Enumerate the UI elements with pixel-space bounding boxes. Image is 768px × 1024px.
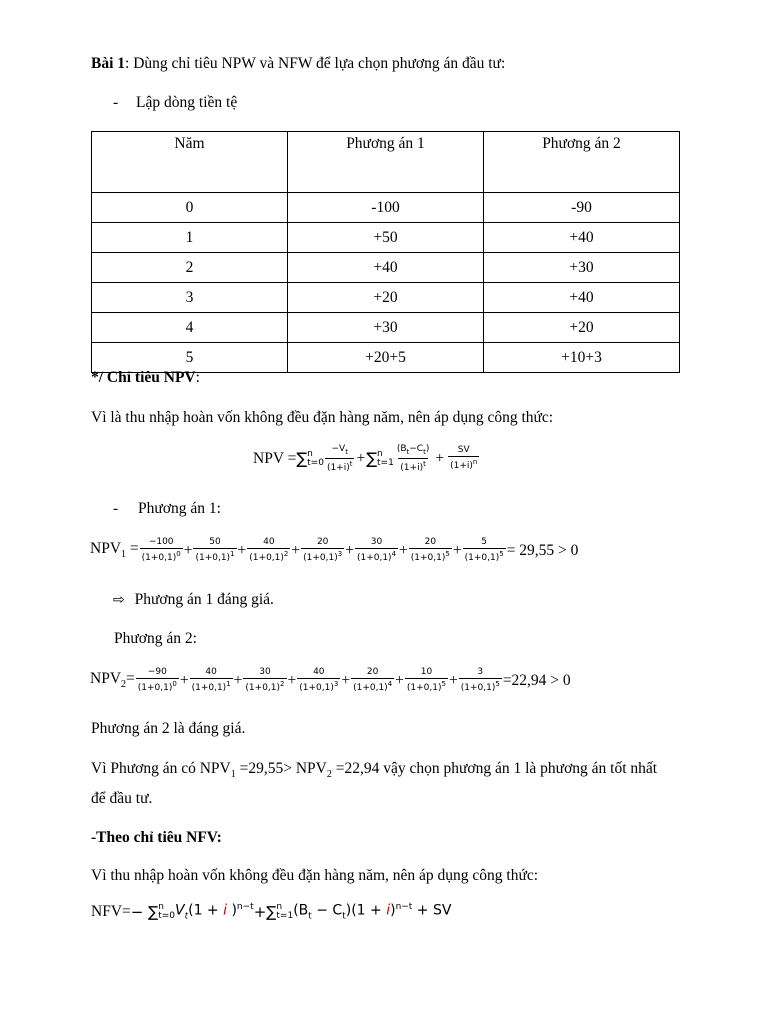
- fraction-denominator: [136, 678, 179, 694]
- plus-sign: +: [237, 541, 247, 559]
- fraction-numerator: (B: [396, 444, 407, 454]
- fraction-term: [297, 667, 340, 694]
- table-row: [92, 343, 680, 373]
- fraction-denominator: [247, 548, 290, 564]
- plus-sign: +: [399, 541, 408, 559]
- denominator-base: (1+0,1): [464, 553, 500, 563]
- plus-sign: +: [183, 541, 193, 559]
- minus-sum-symbol: − ∑: [130, 902, 159, 921]
- fraction-numerator-mid: −C: [409, 444, 424, 454]
- table-cell: 5: [92, 343, 288, 373]
- superscript: 2: [283, 550, 289, 558]
- conclusion-option-1: [113, 591, 274, 609]
- superscript: n: [472, 458, 478, 467]
- sum-limits: [276, 903, 293, 921]
- formula-text: (B: [293, 902, 309, 919]
- superscript: 0: [172, 680, 177, 688]
- subscript: t: [184, 911, 189, 922]
- table-cell: +30: [288, 313, 484, 343]
- npv-intro: Vì là thu nhập hoàn vốn không đều đặn hàng năm, nên áp dụng công thức:: [91, 409, 554, 426]
- table-cell: 2: [92, 253, 288, 283]
- fraction-term: [351, 667, 394, 694]
- subscript: 1: [121, 549, 127, 561]
- table-cell: -100: [288, 193, 484, 223]
- sum-limits: [377, 450, 394, 468]
- table-cell: 3: [92, 283, 288, 313]
- comparison-text: =22,94 vậy chọn phương án 1 là phương án tốt nhất: [331, 760, 658, 777]
- plus-sign: +: [356, 449, 366, 467]
- npv-formula-fraction-cashflow: [395, 444, 432, 474]
- subscript: 1: [230, 769, 236, 781]
- npv-label: NPV: [90, 670, 122, 688]
- fraction-term: [243, 667, 286, 694]
- table-cell: -90: [484, 193, 680, 223]
- formula-text: ): [390, 902, 396, 919]
- fraction-denominator: [140, 548, 183, 564]
- fraction-term: [301, 537, 344, 564]
- table-cell: 4: [92, 313, 288, 343]
- col-header-year: Năm: [92, 132, 288, 193]
- npv2-terms: [135, 667, 503, 694]
- fraction-numerator: 30: [370, 537, 383, 547]
- formula-text: ): [227, 902, 237, 919]
- denominator-base: (1+0,1): [406, 683, 442, 693]
- fraction-numerator: 50: [209, 537, 221, 547]
- fraction-denominator: [301, 548, 344, 564]
- sum-upper-limit: n: [307, 448, 313, 459]
- plus-sign: +: [452, 541, 462, 559]
- npv-section-title: [91, 369, 200, 387]
- exercise-number: Bài 1: [91, 55, 126, 72]
- fraction-denominator: [190, 678, 233, 694]
- nfv-section-title: -Theo chỉ tiêu NFV:: [91, 829, 222, 846]
- fraction-term: [405, 667, 448, 694]
- fraction-term: [459, 667, 502, 694]
- superscript: t: [349, 459, 353, 468]
- col-header-option-1: Phương án 1: [288, 132, 484, 193]
- comparison-text: =29,55> NPV: [235, 760, 327, 777]
- nfv-term-2: [293, 902, 451, 921]
- sum-lower-limit: t=1: [377, 457, 394, 468]
- sum-limits: [307, 450, 324, 468]
- equals-sign: =: [126, 540, 139, 558]
- denominator-base: (1+0,1): [249, 553, 284, 563]
- comparison-line-2: để đầu tư.: [91, 790, 153, 807]
- conclusion-option-1-text: Phương án 1 đáng giá.: [134, 591, 274, 608]
- fraction-denominator: [405, 678, 448, 694]
- table-header-row: [92, 132, 680, 193]
- plus-sign: +: [179, 671, 189, 689]
- denominator-base: (1+0,1): [191, 683, 227, 693]
- bullet-cashflow: [113, 94, 237, 112]
- option-1-label: [113, 500, 221, 518]
- fraction-term: [247, 537, 290, 564]
- fraction-numerator: 20: [316, 537, 329, 547]
- table-row: [92, 283, 680, 313]
- npv2-calculation: [90, 667, 571, 694]
- denominator-base: (1+0,1): [410, 553, 446, 563]
- superscript: 5: [495, 680, 500, 688]
- npv-formula-fraction-salvage: [448, 445, 479, 472]
- fraction-denominator: [351, 678, 394, 694]
- sum-upper-limit: n: [158, 901, 164, 912]
- formula-text: )(1 +: [345, 902, 387, 919]
- fraction-denominator: [409, 548, 452, 564]
- comparison-text: Vì Phương án có NPV: [91, 760, 231, 777]
- denominator-base: (1+0,1): [195, 553, 231, 563]
- option-1-label-text: Phương án 1:: [138, 500, 221, 517]
- plus-sign: +: [287, 671, 297, 689]
- superscript: 5: [499, 550, 504, 558]
- sum-lower-limit: t=0: [307, 457, 324, 468]
- col-header-option-2: Phương án 2: [484, 132, 680, 193]
- fraction-denominator: (1+i): [450, 461, 473, 472]
- table-cell: +30: [484, 253, 680, 283]
- table-row: [92, 223, 680, 253]
- fraction-numerator: −90: [147, 667, 167, 677]
- npv1-result: = 29,55 > 0: [506, 541, 579, 559]
- nfv-intro: Vì thu nhập hoàn vốn không đều đặn hàng năm, nên áp dụng công thức:: [91, 867, 539, 884]
- fraction-term: [409, 537, 452, 564]
- superscript: 4: [387, 680, 393, 688]
- plus-sign: +: [233, 671, 243, 689]
- superscript: 3: [333, 680, 339, 688]
- sum-symbol: ∑: [296, 449, 308, 469]
- fraction-numerator: 10: [420, 667, 433, 677]
- denominator-base: (1+0,1): [460, 683, 496, 693]
- plus-sign: +: [448, 671, 458, 689]
- fraction-denominator: [297, 678, 340, 694]
- subscript: t: [342, 911, 346, 922]
- sum-upper-limit: n: [276, 901, 283, 912]
- nfv-term-1: [175, 902, 254, 921]
- superscript: n−t: [236, 902, 254, 912]
- npv-formula-fraction-investment: [325, 444, 355, 474]
- denominator-base: (1+0,1): [299, 683, 334, 693]
- denominator-base: (1+0,1): [137, 683, 173, 693]
- variable: V: [175, 902, 185, 919]
- npv2-result: =22,94 > 0: [502, 671, 571, 689]
- fraction-numerator: 3: [477, 667, 484, 677]
- denominator-base: (1+0,1): [356, 553, 392, 563]
- fraction-term: [355, 537, 398, 564]
- table-cell: +40: [288, 253, 484, 283]
- table-cell: +50: [288, 223, 484, 253]
- plus-sum-symbol: +∑: [253, 902, 277, 921]
- superscript: 1: [226, 680, 231, 688]
- table-cell: 1: [92, 223, 288, 253]
- formula-text: (1 +: [188, 902, 224, 919]
- npv1-calculation: [90, 537, 578, 564]
- exercise-instruction: : Dùng chỉ tiêu NPW và NFW để lựa chọn phương án đầu tư:: [125, 55, 506, 72]
- denominator-base: (1+0,1): [141, 553, 177, 563]
- subscript: t: [308, 911, 312, 922]
- fraction-numerator: 40: [205, 667, 217, 677]
- fraction-numerator: 20: [424, 537, 437, 547]
- fraction-denominator: [243, 678, 286, 694]
- npv2-lhs: [90, 670, 135, 690]
- fraction-numerator: −V: [331, 444, 346, 454]
- bullet-dash: -: [113, 94, 119, 111]
- fraction-denominator: [459, 678, 502, 694]
- fraction-term: [463, 537, 506, 564]
- npv-label: NPV: [90, 540, 122, 558]
- npv-title-text: */ Chỉ tiêu NPV: [91, 369, 196, 386]
- fraction-denominator: [355, 548, 398, 564]
- table-cell: +10+3: [484, 343, 680, 373]
- fraction-numerator: 5: [481, 537, 488, 547]
- sum-lower-limit: t=1: [276, 910, 294, 921]
- table-cell: 0: [92, 193, 288, 223]
- table-cell: +20: [484, 313, 680, 343]
- bullet-cashflow-text: Lập dòng tiền tệ: [136, 94, 238, 111]
- fraction-numerator: 30: [259, 667, 271, 677]
- denominator-base: (1+0,1): [245, 683, 281, 693]
- superscript: 1: [230, 550, 235, 558]
- fraction-numerator: 20: [366, 667, 379, 677]
- option-2-label: Phương án 2:: [114, 630, 197, 647]
- nfv-formula: [91, 902, 451, 921]
- nfv-formula-lhs: NFV=: [91, 902, 131, 920]
- table-cell: +40: [484, 283, 680, 313]
- formula-text: + SV: [412, 902, 452, 919]
- formula-text: − C: [311, 902, 343, 919]
- superscript: 5: [445, 550, 450, 558]
- fraction-denominator: (1+i): [400, 462, 424, 473]
- subscript: t: [345, 447, 348, 456]
- fraction-term: [190, 667, 233, 694]
- arrow-right-icon: ⇨: [113, 592, 125, 608]
- table-cell: +40: [484, 223, 680, 253]
- denominator-base: (1+0,1): [353, 683, 388, 693]
- plus-sign: +: [435, 449, 445, 467]
- bullet-dash: -: [113, 500, 119, 517]
- npv-title-colon: :: [195, 369, 200, 386]
- plus-sign: +: [291, 541, 301, 559]
- sum-lower-limit: t=0: [158, 910, 175, 921]
- npv-formula: [253, 444, 480, 474]
- superscript: 4: [391, 550, 397, 558]
- cashflow-table: [91, 131, 680, 373]
- superscript: 2: [280, 680, 285, 688]
- plus-sign: +: [395, 671, 404, 689]
- npv1-lhs: [90, 540, 139, 560]
- comparison-line-1: [91, 760, 657, 780]
- exercise-heading: [91, 55, 505, 73]
- table-row: [92, 193, 680, 223]
- plus-sign: +: [341, 671, 351, 689]
- sum-symbol: ∑: [366, 449, 378, 469]
- plus-sign: +: [345, 541, 354, 559]
- table-row: [92, 253, 680, 283]
- denominator-base: (1+0,1): [303, 553, 338, 563]
- subscript: 2: [121, 679, 127, 691]
- superscript: t: [423, 459, 426, 468]
- sum-limits: [158, 903, 175, 921]
- fraction-denominator: [193, 548, 236, 564]
- superscript: 0: [176, 550, 181, 558]
- interest-rate-variable: i: [386, 902, 391, 919]
- fraction-numerator: −100: [148, 537, 174, 547]
- npv1-terms: [139, 537, 507, 564]
- table-cell: +20: [288, 283, 484, 313]
- fraction-numerator: 40: [313, 667, 325, 677]
- subscript: t: [423, 447, 426, 456]
- sum-upper-limit: n: [377, 448, 383, 459]
- superscript: 5: [441, 680, 446, 688]
- fraction-numerator-end: ): [425, 444, 430, 454]
- interest-rate-variable: i: [223, 902, 227, 919]
- superscript: 3: [337, 550, 343, 558]
- npv-formula-lhs: NPV =: [253, 449, 297, 467]
- fraction-term: [140, 537, 183, 564]
- table-row: [92, 313, 680, 343]
- subscript: t: [406, 447, 410, 456]
- equals-sign: =: [126, 670, 135, 688]
- fraction-numerator: 40: [263, 537, 275, 547]
- fraction-denominator: (1+i): [326, 462, 350, 473]
- fraction-denominator: [463, 548, 506, 564]
- superscript: n−t: [395, 902, 413, 912]
- table-cell: +20+5: [288, 343, 484, 373]
- fraction-term: [193, 537, 236, 564]
- conclusion-option-2: Phương án 2 là đáng giá.: [91, 720, 246, 737]
- subscript: 2: [326, 769, 332, 781]
- fraction-term: [136, 667, 179, 694]
- fraction-numerator: SV: [457, 445, 470, 456]
